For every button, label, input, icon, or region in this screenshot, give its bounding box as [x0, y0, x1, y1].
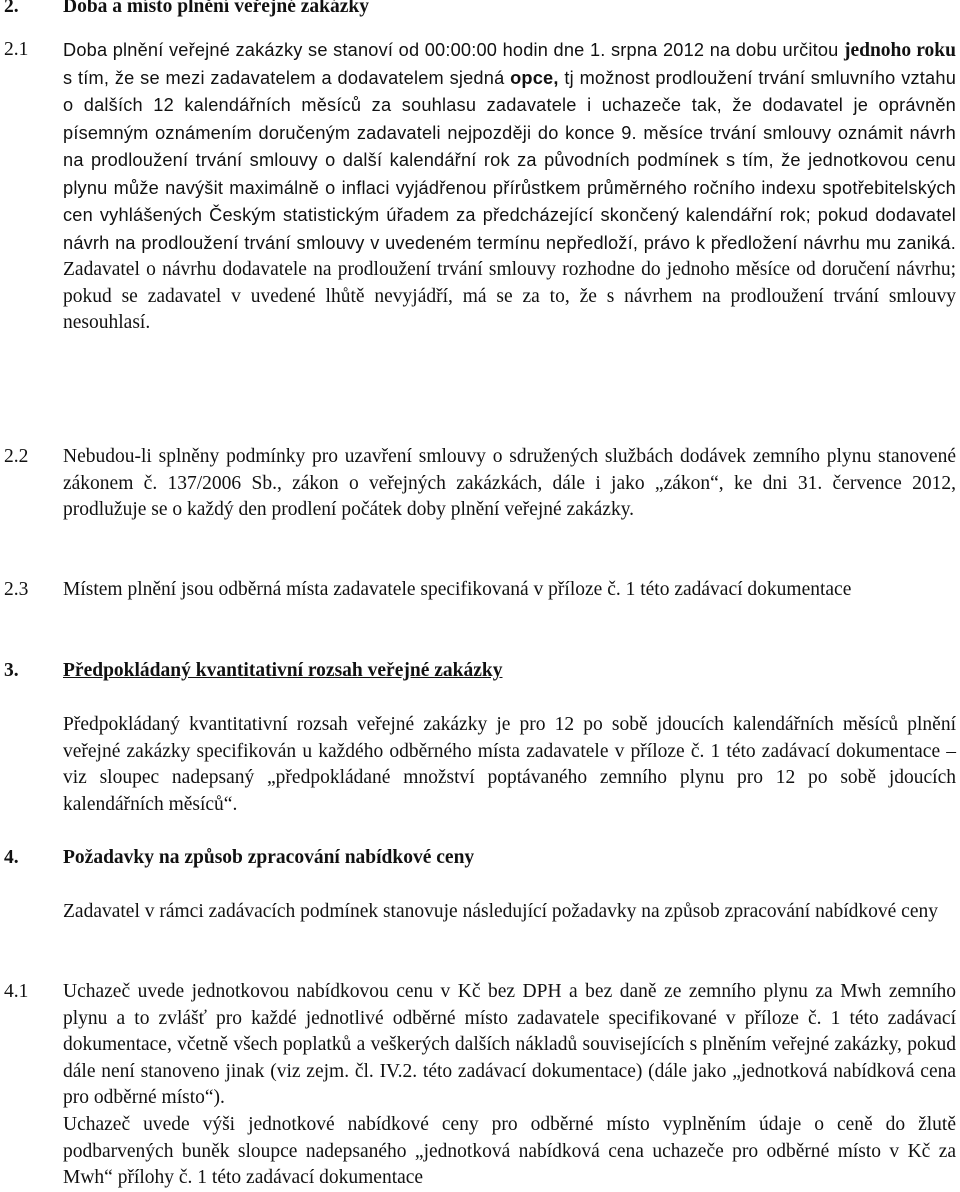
section-heading [0, 845, 960, 872]
paragraph-2-3 [0, 577, 960, 604]
section-heading [0, 0, 960, 21]
text-segment: Místem plnění jsou odběrná místa zadavatele specifikovaná v příloze č. 1 této zadávací dokumentace [63, 579, 852, 600]
text-segment: tj možnost prodloužení trvání smluvního vztahu o dalších 12 kalendářních měsíců za souhlasu zadavatele i uchazeče tak, že dodavatel je oprávněn písemným oznámením doručeným zadavateli nejpozději do konce 9. měsíce trvání smlouvy oznámit návrh na prodloužení trvání smlouvy o další kalendářní rok za původních podmínek s tím, že jednotkovou cenu plynu může navýšit maximálně o inflaci vyjádřenou přírůstkem průměrného ročního indexu spotřebitelských cen vyhlášených Českým statistickým úřadem za předcházející skončený kalendářní rok; pokud dodavatel návrh na prodloužení trvání smlouvy v uvedeném termínu nepředloží, právo k předložení návrhu mu zaniká. [63, 67, 957, 253]
paragraph-text [63, 712, 956, 818]
text-segment-bold: opce, [510, 67, 559, 88]
text-segment: Předpokládaný kvantitativní rozsah veřejné zakázky je pro 12 po sobě jdoucích kalendářních měsíců plnění veřejné zakázky specifikován u každého odběrného místa zadavatele v příloze č. 1 této zadávací dokumentace –viz sloupec nadepsaný „předpokládané množství poptávaného zemního plynu pro 12 po sobě jdoucích kalendářních měsíců“. [63, 714, 956, 815]
text-segment: Uchazeč uvede výši jednotkové nabídkové ceny pro odběrné místo vyplněním údaje o ceně do žlutě podbarvených buněk sloupce nadepsaného „jednotková nabídková cena uchazeče pro odběrné místo v Kč za Mwh“ přílohy č. 1 této zadávací dokumentace [63, 1114, 956, 1188]
paragraph-3 [0, 712, 960, 818]
paragraph-4-1-continuation [0, 1112, 960, 1192]
paragraph-text [63, 37, 956, 337]
paragraph-4-intro [0, 899, 960, 926]
text-segment: s tím, že se mezi zadavatelem a dodavatelem sjedná [63, 67, 511, 88]
section-title: Předpokládaný kvantitativní rozsah veřejné zakázky [63, 660, 503, 681]
text-segment-bold: jednoho roku [843, 40, 956, 61]
paragraph-2-1 [0, 37, 960, 337]
section-title: Doba a místo plnění veřejné zakázky [63, 0, 370, 17]
section-heading [0, 658, 960, 685]
text-segment: Zadavatel o návrhu dodavatele na prodloužení trvání smlouvy rozhodne do jednoho měsíce od doručení návrhu; pokud se zadavatel v uvedené lhůtě nevyjádří, má se za to, že s návrhem na prodloužení trvání smlouvy nesouhlasí. [63, 259, 956, 333]
section-number: 4. [4, 847, 19, 868]
text-segment: Zadavatel v rámci zadávacích podmínek stanovuje následující požadavky na způsob zpracování nabídkové ceny [63, 901, 938, 922]
paragraph-text [63, 899, 956, 926]
paragraph-number: 2.2 [4, 446, 29, 467]
paragraph-text [63, 979, 956, 1112]
paragraph-4-1 [0, 979, 960, 1112]
section-number: 3. [4, 660, 19, 681]
text-segment: Doba plnění veřejné zakázky se stanoví od 00:00:00 hodin dne 1. srpna 2012 na dobu určitou [63, 40, 844, 60]
paragraph-number: 2.1 [4, 39, 29, 60]
paragraph-text [63, 444, 956, 524]
section-title: Požadavky na způsob zpracování nabídkové ceny [63, 847, 475, 868]
paragraph-text [63, 1112, 956, 1192]
paragraph-2-2 [0, 444, 960, 524]
text-segment: Uchazeč uvede jednotkovou nabídkovou cenu v Kč bez DPH a bez daně ze zemního plynu za Mwh zemního plynu a to zvlášť pro každé jednotlivé odběrné místo zadavatele specifikované v příloze č. 1 této zadávací dokumentace, včetně všech poplatků a veškerých dalších nákladů souvisejících s plněním veřejné zakázky, pokud dále není stanoveno jinak (viz zejm. čl. IV.2. této zadávací dokumentace) (dále jako „jednotková nabídková cena pro odběrné místo“). [63, 981, 956, 1108]
paragraph-number: 4.1 [4, 981, 29, 1002]
text-segment: Nebudou-li splněny podmínky pro uzavření smlouvy o sdružených službách dodávek zemního plynu stanovené zákonem č. 137/2006 Sb., zákon o veřejných zakázkách, dále i jako „zákon“, ke dni 31. července 2012, prodlužuje se o každý den prodlení počátek doby plnění veřejné zakázky. [63, 446, 956, 520]
paragraph-text [63, 577, 956, 604]
section-number: 2. [4, 0, 19, 17]
paragraph-number: 2.3 [4, 579, 29, 600]
